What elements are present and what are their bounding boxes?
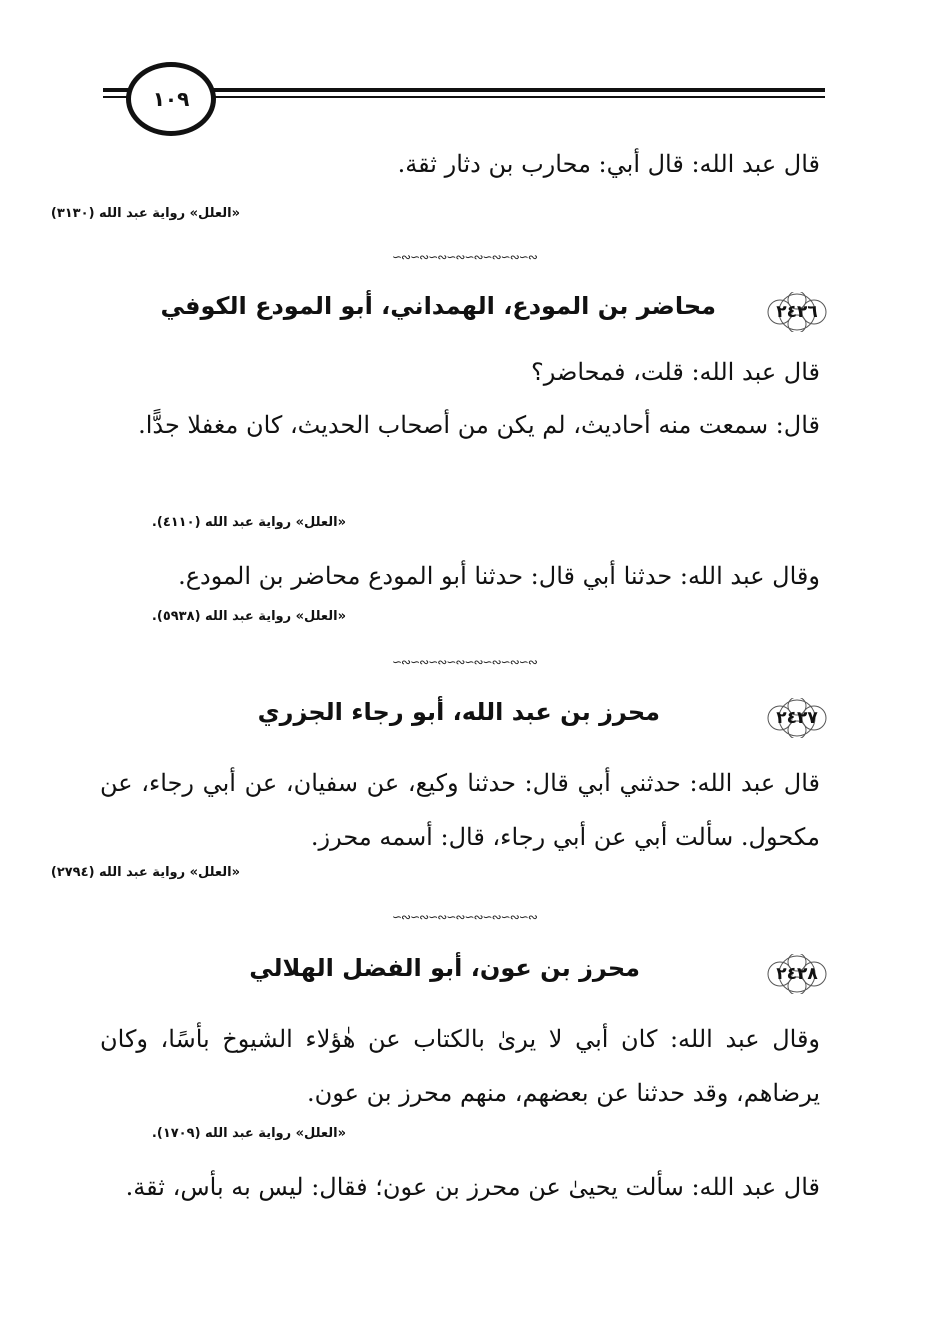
text-paragraph: قال عبد الله: حدثني أبي قال: حدثنا وكيع، عن سفيان، عن أبي رجاء، عن مكحول. سألت أبي عن أبي رجاء، قال: أسمه محرز.	[100, 769, 820, 851]
text-line: قال عبد الله: قال أبي: محارب بن دثار ثقة.	[397, 150, 820, 178]
text-paragraph: قال: سمعت منه أحاديث، لم يكن من أصحاب الحديث، كان مغفلا جدًّا.	[138, 411, 820, 439]
text-line: قال عبد الله: قلت، فمحاضر؟	[530, 358, 820, 386]
citation: «العلل» رواية عبد الله (٣١٣٠)	[50, 206, 240, 221]
citation: «العلل» رواية عبد الله (١٧٠٩).	[151, 1126, 346, 1141]
entry-number: ٢٤٢٦	[776, 302, 818, 322]
ornament-divider: ∽∾∽∾∽∾∽∾∽∾∽∾∽∾∽∾	[392, 655, 537, 669]
ornament-divider: ∽∾∽∾∽∾∽∾∽∾∽∾∽∾∽∾	[392, 910, 537, 924]
entry-number-badge	[766, 292, 828, 332]
entry-number-badge	[766, 698, 828, 738]
text-line: وقال عبد الله: حدثنا أبي قال: حدثنا أبو المودع محاضر بن المودع.	[178, 562, 820, 590]
entry-number: ٢٤٢٨	[776, 964, 818, 984]
citation: «العلل» رواية عبد الله (٥٩٣٨).	[151, 609, 346, 624]
ornament-divider: ∽∾∽∾∽∾∽∾∽∾∽∾∽∾∽∾	[392, 250, 537, 264]
entry-title: محرز بن عون، أبو الفضل الهلالي	[249, 954, 640, 982]
text-paragraph: وقال عبد الله: كان أبي لا يرىٰ بالكتاب عن هٰؤلاء الشيوخ بأسًا، وكان يرضاهم، وقد حدثنا عن بعضهم، منهم محرز بن عون.	[100, 1025, 820, 1107]
entry-number-badge	[766, 954, 828, 994]
page-number: ١٠٩	[126, 62, 216, 136]
entry-title: محرز بن عبد الله، أبو رجاء الجزري	[257, 698, 660, 726]
entry-title: محاضر بن المودع، الهمداني، أبو المودع الكوفي	[160, 292, 716, 320]
text-paragraph: قال عبد الله: سألت يحيىٰ عن محرز بن عون؛ فقال: ليس به بأس، ثقة.	[125, 1173, 820, 1201]
entry-number: ٢٤٢٧	[776, 708, 818, 728]
citation: «العلل» رواية عبد الله (٢٧٩٤)	[50, 865, 240, 880]
citation: «العلل» رواية عبد الله (٤١١٠).	[151, 515, 346, 530]
